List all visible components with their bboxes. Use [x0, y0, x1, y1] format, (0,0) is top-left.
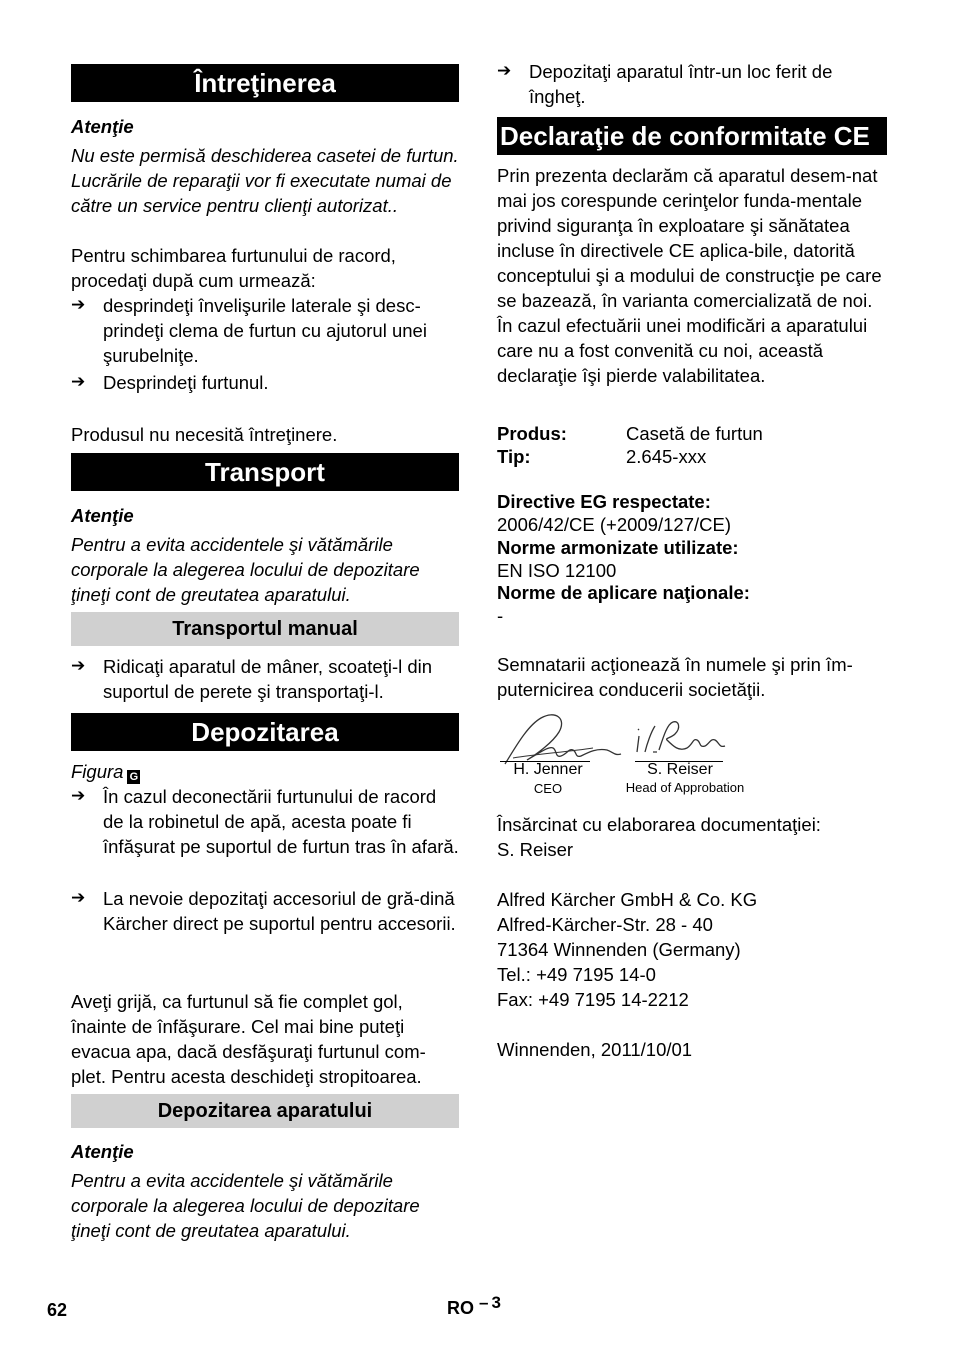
maintenance-note: Produsul nu necesită întreţinere.	[71, 424, 338, 445]
frost-bullet: ➔ Depozitaţi aparatul într-un loc ferit de îngheţ.	[497, 59, 887, 109]
company-city: 71364 Winnenden (Germany)	[497, 939, 741, 960]
page-language-marker	[447, 1293, 501, 1321]
figure-g-icon: G	[127, 770, 140, 784]
harmonized-label: Norme armonizate utilizate:	[497, 537, 739, 558]
transport-heading: Transport	[71, 453, 459, 491]
company-street: Alfred-Kärcher-Str. 28 - 40	[497, 914, 713, 935]
storage-bullet-1: ➔ În cazul deconectării furtunului de racord de la robinetul de apă, acesta poate fi înfăşurat pe suportul de furtun tras în afară.	[71, 784, 459, 859]
page-dash: –	[479, 1293, 489, 1312]
storage-attention: Atenţie	[71, 1141, 134, 1162]
company-tel: Tel.: +49 7195 14-0	[497, 964, 656, 985]
language-code: RO	[447, 1298, 474, 1318]
documentation-label: Însărcinat cu elaborarea documentaţiei:	[497, 814, 821, 835]
signer-2-role: Head of Approbation	[625, 780, 745, 795]
page-number: 62	[47, 1300, 68, 1320]
transport-warning: Pentru a evita accidentele şi vătămările corporale la alegerea locului de depozitare ţineţi cont de greutatea aparatului.	[71, 534, 420, 605]
storage-figure-ref	[71, 759, 459, 784]
transport-attention: Atenţie	[71, 505, 134, 526]
storage-warning: Pentru a evita accidentele şi vătămările corporale la alegerea locului de depozitare ţineţi cont de greutatea aparatului.	[71, 1170, 420, 1241]
type-value: 2.645-xxx	[626, 446, 707, 467]
sub-page-number: 3	[491, 1293, 501, 1312]
storage-bullet-2: ➔ La nevoie depozitaţi accesoriul de gră-dină Kärcher direct pe suportul pentru accesorii.	[71, 886, 459, 936]
maintenance-heading: Întreţinerea	[71, 64, 459, 102]
signer-2-name: S. Reiser	[647, 761, 713, 778]
signer-1-role: CEO	[533, 781, 563, 796]
maintenance-bullet-2: ➔ Desprindeţi furtunul.	[71, 370, 459, 395]
storage-heading: Depozitarea	[71, 713, 459, 751]
transport-bullet-1: ➔ Ridicaţi aparatul de mâner, scoateţi-l din suportul de perete şi transportaţi-l.	[71, 654, 459, 704]
declaration-date: Winnenden, 2011/10/01	[497, 1039, 693, 1060]
maintenance-warning: Nu este permisă deschiderea casetei de furtun. Lucrările de reparaţii vor fi executate numai de către un service pentru clienţi autorizat..	[71, 145, 459, 216]
signatories-text: Semnatarii acţionează în numele şi prin îm-puternicirea conducerii societăţii.	[497, 654, 853, 700]
product-value: Casetă de furtun	[626, 423, 763, 444]
company-fax: Fax: +49 7195 14-2212	[497, 989, 689, 1010]
harmonized-value: EN ISO 12100	[497, 560, 617, 581]
type-label: Tip:	[497, 446, 531, 467]
device-storage-subheading: Depozitarea aparatului	[71, 1094, 459, 1128]
product-label: Produs:	[497, 423, 567, 444]
maintenance-attention: Atenţie	[71, 116, 134, 137]
national-value: -	[497, 605, 504, 626]
maintenance-intro: Pentru schimbarea furtunului de racord, procedaţi după cum urmează:	[71, 245, 396, 291]
documentation-name: S. Reiser	[497, 839, 574, 860]
directives-label: Directive EG respectate:	[497, 491, 711, 512]
directives-value: 2006/42/CE (+2009/127/CE)	[497, 514, 731, 535]
signer-1-name: H. Jenner	[513, 761, 583, 778]
storage-paragraph: Aveţi grijă, ca furtunul să fie complet gol, înainte de înfăşurare. Cel mai bine puteţi evacua apa, dacă desfăşuraţi furtunul com-plet. Pentru acesta deschideţi stropitoarea.	[71, 991, 426, 1087]
figure-label: Figura	[71, 761, 124, 782]
declaration-heading: Declaraţie de conformitate CE	[497, 117, 887, 155]
national-label: Norme de aplicare naţionale:	[497, 582, 750, 603]
declaration-paragraph: Prin prezenta declarăm că aparatul desem-nat mai jos corespunde cerinţelor funda-mentale privind siguranţa în exploatare şi sănătatea incluse în directivele CE aplica-bile, datorită conceptului şi a modului de construcţie pe care se bazează, în varianta comercializată de noi. În cazul efectuării unei modificări a aparatului care nu a fost convenită cu noi, această declaraţie îşi pierde valabilitatea.	[497, 165, 882, 386]
manual-transport-subheading: Transportul manual	[71, 612, 459, 646]
company-name: Alfred Kärcher GmbH & Co. KG	[497, 889, 758, 910]
signature-block	[497, 708, 887, 803]
maintenance-bullet-1: ➔ desprindeţi învelişurile laterale şi desc-prindeţi clema de furtun cu ajutorul unei şurubelniţe.	[71, 293, 459, 368]
